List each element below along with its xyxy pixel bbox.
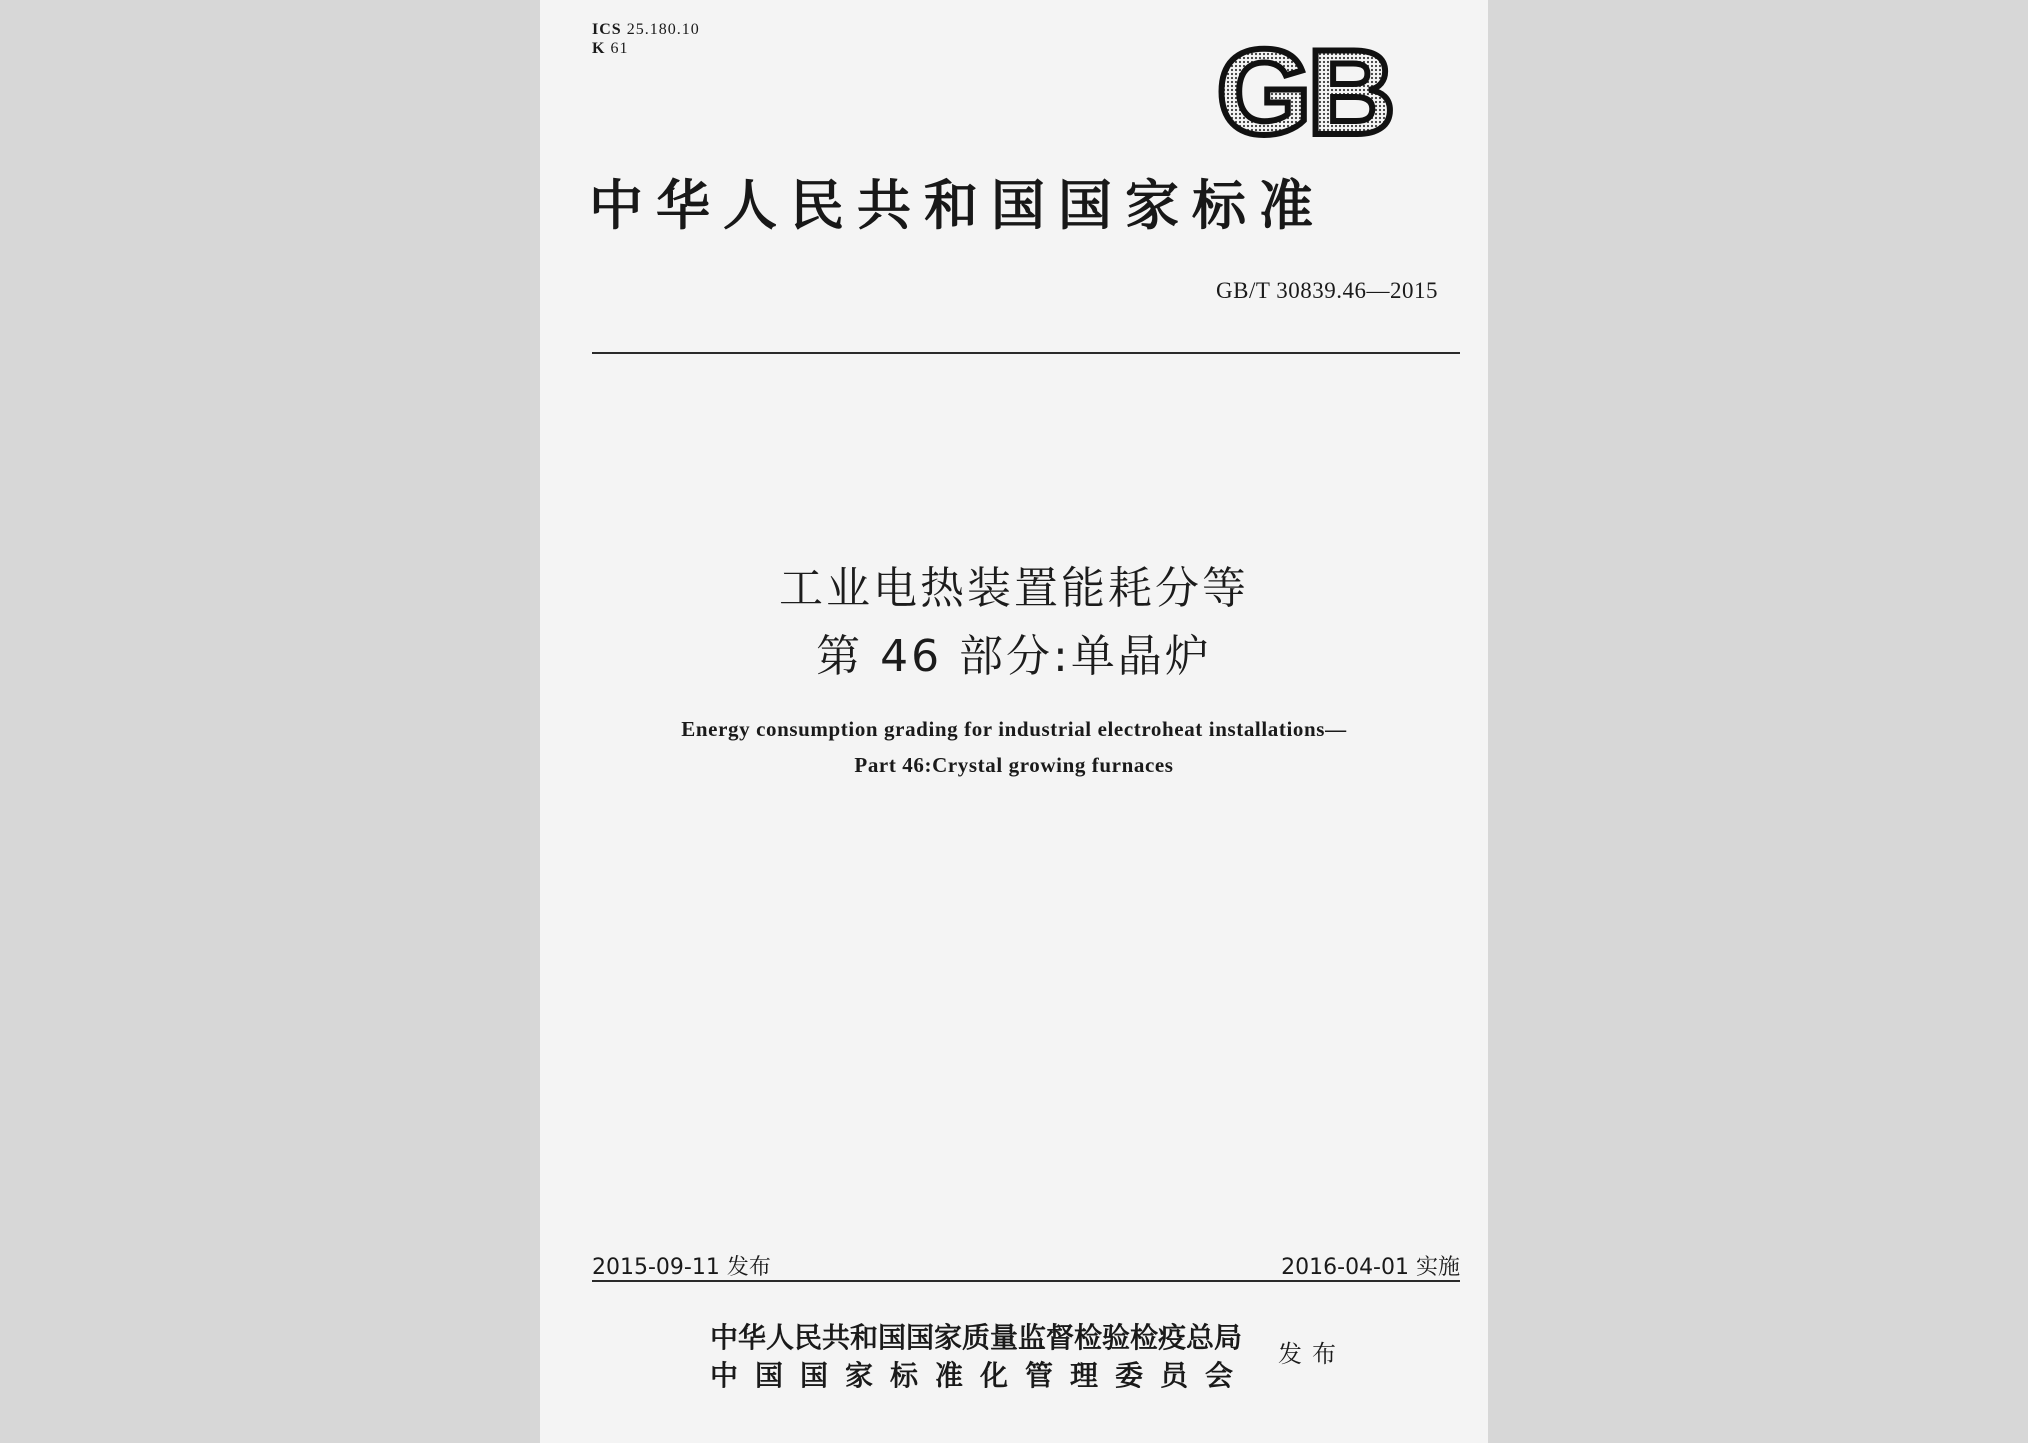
k-label: K [592, 40, 606, 57]
ics-label: ICS [592, 21, 622, 38]
date-row [592, 1250, 1460, 1281]
issuer-line-1: 中华人民共和国国家质量监督检验检疫总局 [710, 1321, 1243, 1354]
chinese-title-line-1: 工业电热装置能耗分等 [779, 563, 1249, 614]
issue-date: 2015-09-11 发布 [592, 1255, 771, 1280]
publish-label: 发布 [1278, 1340, 1346, 1368]
document-cover [540, 0, 1488, 1443]
english-title-line-1: Energy consumption grading for industrial electroheat installations— [681, 717, 1347, 741]
ics-code: 25.180.10 [626, 21, 700, 38]
chinese-title-line-2: 第 46 部分:单晶炉 [816, 631, 1212, 682]
footer-divider [592, 1280, 1460, 1282]
gb-logo [1198, 36, 1410, 146]
gb-logo-text: GB [1216, 36, 1392, 146]
issuer-line-2: 中国国家标准化管理委员会 [710, 1359, 1251, 1392]
k-code: 61 [610, 40, 629, 57]
english-title-line-2: Part 46:Crystal growing furnaces [854, 753, 1174, 777]
national-standard-title: 中华人民共和国国家标准 [589, 174, 1326, 237]
header-divider [592, 352, 1460, 354]
classification-codes [592, 20, 700, 58]
standard-code: GB/T 30839.46—2015 [1216, 278, 1438, 303]
implementation-date: 2016-04-01 实施 [1281, 1255, 1460, 1280]
